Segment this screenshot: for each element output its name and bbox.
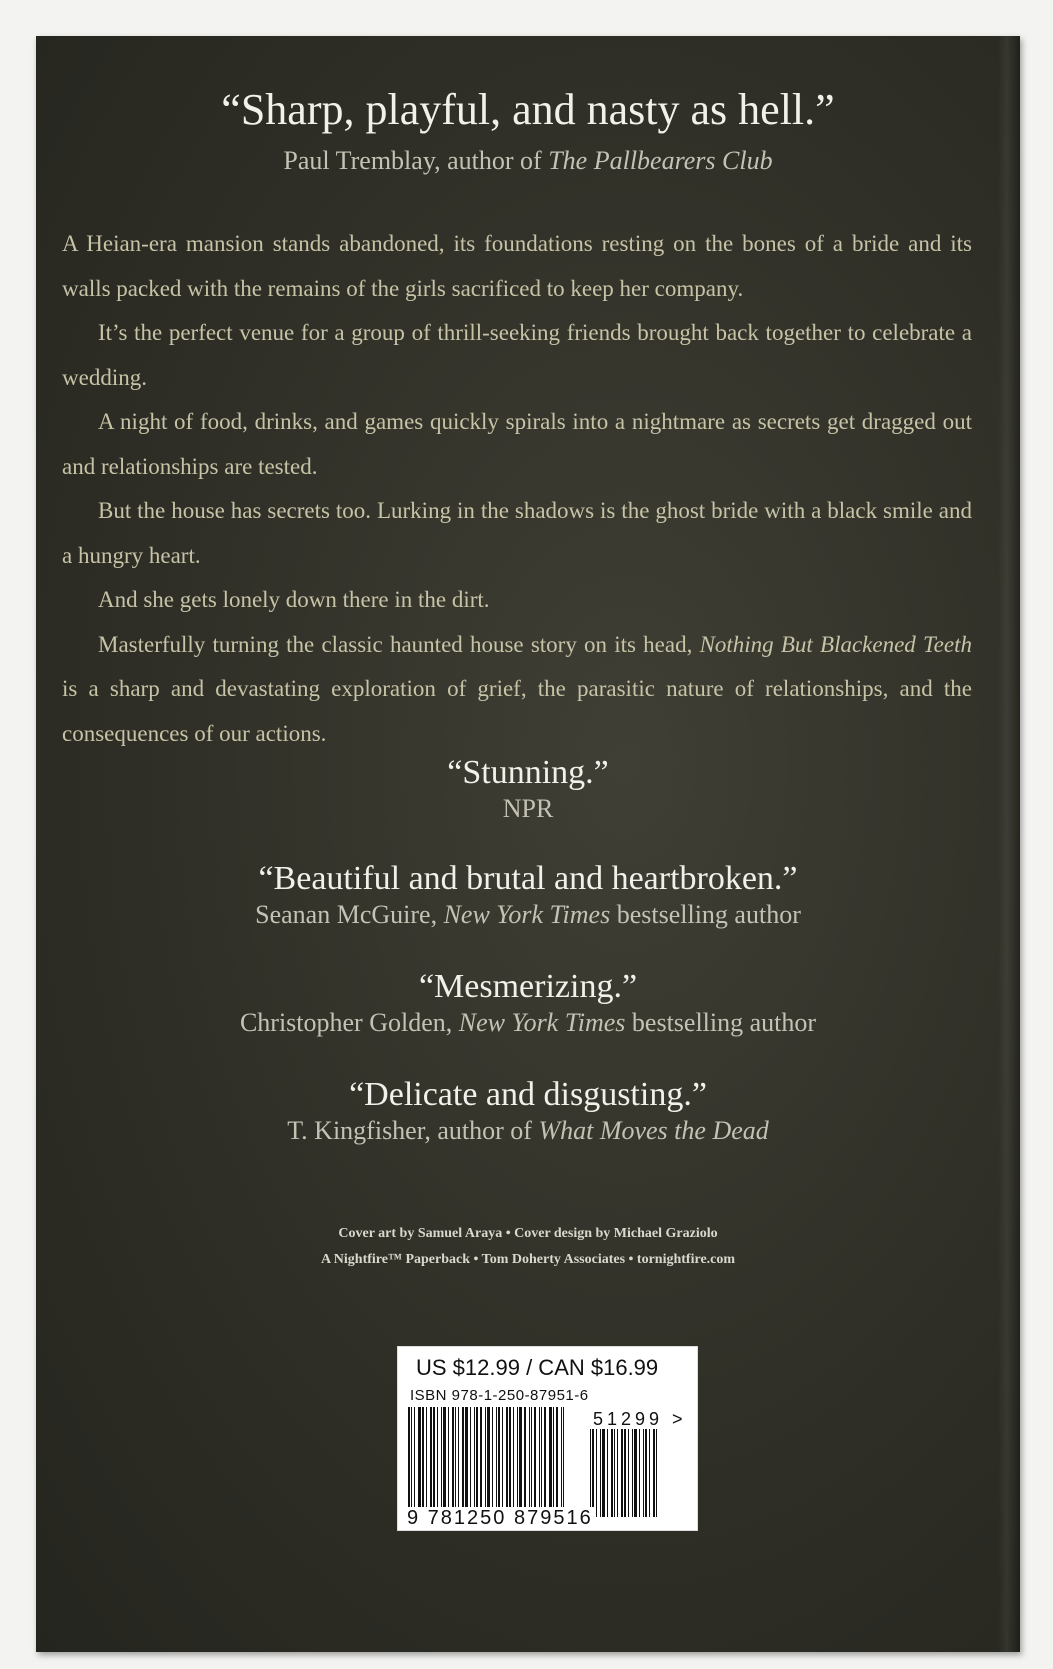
credits-block [36,1226,1020,1268]
barcode-bar [422,1407,424,1517]
barcode-bar [556,1407,558,1517]
barcode-bar [539,1407,540,1517]
barcode-bar [411,1407,412,1517]
barcode-bar [617,1429,618,1517]
barcode-bar [590,1429,591,1517]
barcode-bar [509,1407,511,1517]
barcode-bar [563,1407,564,1517]
barcode-bar [441,1407,442,1517]
barcode-bar [496,1407,497,1517]
barcode-bar [414,1407,415,1517]
barcode-bar [448,1407,449,1517]
barcode-bar [600,1429,601,1517]
price-text: US $12.99 / CAN $16.99 [416,1355,659,1380]
review-quote-3 [36,968,1020,1038]
barcode-bar [534,1407,536,1517]
blurb-paragraph-3: A night of food, drinks, and games quickly spirals into a nightmare as secrets get dragged out and relationships are tested. [62,409,972,479]
barcode-bar [649,1429,650,1517]
barcode-bar [653,1429,655,1517]
barcode-bar [517,1407,518,1517]
ean-barcode [408,1407,586,1517]
barcode-bar [607,1429,608,1517]
barcode-bar [592,1429,594,1517]
barcode-bar [513,1407,514,1517]
barcode-bar [524,1407,526,1517]
barcode-bar [553,1407,554,1517]
barcode-bar [462,1407,464,1517]
barcode-bar [480,1407,482,1517]
barcode-bar [408,1407,410,1517]
review-quote-text: “Mesmerizing.” [418,968,638,1005]
blurb-paragraph-2: It’s the perfect venue for a group of thrill-seeking friends brought back together to celebrate a wedding. [62,320,972,390]
barcode-bar [465,1407,468,1517]
attribution-title: The Pallbearers Club [548,146,773,175]
barcode-bar [628,1429,629,1517]
barcode-bar [544,1407,546,1517]
barcode-bar [596,1429,597,1517]
top-quote-attribution [36,146,1020,176]
blurb-paragraph-1: A Heian-era mansion stands abandoned, its foundations resting on the bones of a bride and its walls packed with the remains of the girls sacrificed to keep her company. [62,231,972,301]
barcode-bar [476,1407,478,1517]
barcode-bar [433,1407,435,1517]
barcode-bar [492,1407,493,1517]
review-quote-4 [36,1076,1020,1146]
review-quote-text: “Beautiful and brutal and heartbroken.” [258,860,798,897]
review-quote-attribution: NPR [502,794,554,823]
addon-digits: 51299 > [593,1409,687,1429]
barcode-bar [602,1429,605,1517]
barcode-bar [632,1429,633,1517]
barcode-bar [656,1429,657,1517]
barcode-bar [639,1429,640,1517]
review-quote-attribution: Christopher Golden, New York Times bestselling author [239,1008,817,1037]
attribution-text: Paul Tremblay, author of [283,146,549,175]
barcode-bar [529,1407,530,1517]
barcode-bar [485,1407,486,1517]
barcode-bar [418,1407,421,1517]
review-quote-text: “Delicate and disgusting.” [349,1076,707,1113]
barcode-bar [498,1407,500,1517]
barcode-bar [634,1429,637,1517]
description-blurb [62,222,972,756]
blurb-paragraph-5: And she gets lonely down there in the dirt. [98,587,490,612]
barcode-bar [437,1407,438,1517]
book-back-cover [36,36,1020,1652]
barcode-bar [455,1407,456,1517]
blurb-paragraph-4: But the house has secrets too. Lurking in the shadows is the ghost bride with a black smile and a hungry heart. [62,498,972,568]
barcode-bar [621,1429,623,1517]
barcode-bar [474,1407,475,1517]
review-quote-text: “Stunning.” [447,754,609,791]
barcode-bar [430,1407,432,1517]
review-quote-2 [36,860,1020,930]
barcode-bar [458,1407,459,1517]
barcode-bar [426,1407,427,1517]
barcode-bar [645,1429,647,1517]
barcode-bar [643,1429,644,1517]
barcode-bar [549,1407,552,1517]
book-title: Nothing But Blackened Teeth [699,631,972,657]
blurb-paragraph-6: Masterfully turning the classic haunted house story on its head, Nothing But Blackened Teeth is a sharp and devastating exploration of grief, the parasitic nature of relationships, and the consequences of our actions. [62,631,972,746]
ean-digits: 9 781250 879516 [404,1507,596,1530]
cover-edge [998,36,1020,1652]
barcode-bar [531,1407,532,1517]
barcode-bar [502,1407,503,1517]
isbn-text: ISBN 978-1-250-87951-6 [410,1387,589,1404]
barcode-bar [470,1407,471,1517]
review-quote-attribution: T. Kingfisher, author of What Moves the Dead [287,1116,769,1145]
barcode-bar [611,1429,613,1517]
addon-barcode [590,1429,686,1517]
barcode-bar [443,1407,446,1517]
barcode-label [397,1346,698,1531]
barcode-bar [452,1407,454,1517]
credits-line-1: Cover art by Samuel Araya • Cover design by Michael Graziolo [338,1226,718,1241]
top-quote-block [36,84,1020,135]
review-quote-attribution: Seanan McGuire, New York Times bestselling author [255,900,801,929]
barcode-bar [614,1429,615,1517]
barcode-bar [487,1407,490,1517]
barcode-bar [519,1407,522,1517]
top-quote: “Sharp, playful, and nasty as hell.” [221,85,835,134]
barcode-bar [624,1429,626,1517]
review-quote-1 [36,754,1020,824]
barcode-bar [541,1407,542,1517]
barcode-bar [506,1407,508,1517]
barcode-bar [561,1407,562,1517]
credits-line-2: A Nightfire™ Paperback • Tom Doherty Associates • tornightfire.com [320,1252,736,1267]
